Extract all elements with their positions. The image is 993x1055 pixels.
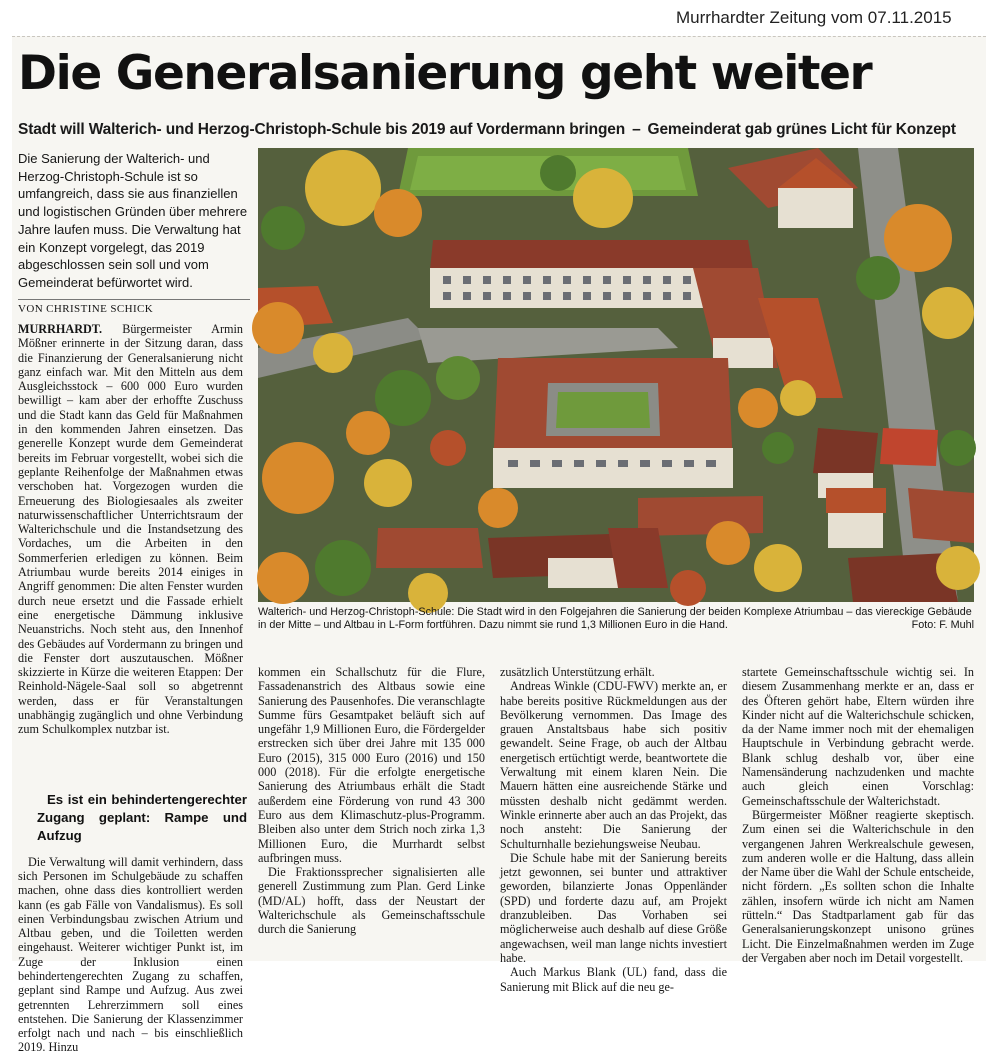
headline: Die Generalsanierung geht weiter	[18, 46, 872, 101]
aerial-photo-illustration	[258, 148, 974, 602]
article-paragraph: MURRHARDT. Bürgermeister Armin Mößner erinnerte in der Sitzung daran, dass die Finanzierung der Generalsanierung nicht ganz einfach war. Mit den Mitteln aus dem Ausgleichsstock – 600 000 Euro wurden bewilligt – kam aber der erhoffte Zuschuss und die Stadt kann das Geld für Maßnahmen in den kommenden Jahren einsetzen. Das generelle Konzept wurde dem Gemeinderat bereits im Februar vorgestellt, wobei sich die geplante Reihenfolge der Maßnahmen etwas verschoben hat. Vorgezogen wurden die Erneuerung des Biologiesaales als zweiter naturwissenschaftlicher Unterrichtsraum der Walterichschule und die Instandsetzung des Vordaches, um die Arbeiten in den Sommerferien erledigen zu können. Beim Atriumbau wurde bereits 2014 einiges in Angriff genommen: Die alten Fenster wurden durch neue ersetzt und die Fassade erhielt eine energetische Dämmung inklusive Neuanstrichs. Noch steht aus, den Innenhof des Gebäudes auf Vordermann zu bringen und die Fenster dort auszutauschen. Mößner skizzierte in Kürze die weiteren Etappen: Der Reinhold-Nägele-Saal soll so abgetrennt werden, dass er für Veranstaltungen unabhängig zugänglich und ohne Verbindung zum Schulkomplex nutzbar ist.	[18, 322, 243, 737]
article-column-4	[742, 665, 974, 965]
caption-text: Walterich- und Herzog-Christoph-Schule: Die Stadt wird in den Folgejahren die Sanierung der beiden Komplexe Atriumbau – das viereckige Gebäude in der Mitte – und Altbau in L-Form fortführen. Dazu nimmt sie rund 1,3 Millionen Euro in die Hand.	[258, 606, 972, 631]
aerial-photo	[258, 148, 974, 602]
dateline: MURRHARDT.	[18, 322, 103, 336]
article-paragraph: Die Fraktionssprecher signalisierten alle generell Zustimmung zum Plan. Gerd Linke (MD/AL) hofft, dass der Neustart der Walterichschule als Gemeinschaftsschule durch die Sanierung	[258, 865, 485, 937]
source-note: Murrhardter Zeitung vom 07.11.2015	[676, 8, 952, 27]
subheadline-part-1: Stadt will Walterich- und Herzog-Christoph-Schule bis 2019 auf Vordermann bringen	[18, 121, 626, 138]
photo-credit: Foto: F. Muhl	[911, 619, 974, 631]
article-paragraph: Auch Markus Blank (UL) fand, dass die Sanierung mit Blick auf die neu ge-	[500, 965, 727, 994]
article-paragraph: Bürgermeister Mößner reagierte skeptisch. Zum einen sei die Walterichschule in den vergangenen Jahren Werkrealschule gewesen, zum anderen wolle er die Haltung, dass allein der Name über die Wahl der Schule entscheide, nicht fördern. „Es sollten schon die Inhalte zählen, insofern würde ich nicht am Namen rütteln.“ Das Stadtparlament gab für das Generalsanierungskonzept unisono grünes Licht. Die Einzelmaßnahmen werden im Zuge der Vergaben aber noch im Detail vorgestellt.	[742, 807, 974, 965]
article-column-1	[18, 322, 247, 1055]
article-paragraph: Die Schule habe mit der Sanierung bereits jetzt gewonnen, sei bunter und attraktiver geworden, bilanzierte Jonas Oppenländer (SPD) und forderte dazu auf, am Projekt dranzubleiben. Das Vorhaben sei möglicherweise auch deshalb auf diese Größe angewachsen, weil man lange nichts investiert habe.	[500, 850, 727, 965]
pullquote: Es ist ein behindertengerechter Zugang geplant: Rampe und Aufzug	[37, 791, 247, 843]
photo-caption	[258, 606, 974, 632]
subheadline	[18, 121, 956, 139]
byline: VON CHRISTINE SCHICK	[18, 299, 250, 315]
subheadline-part-2: Gemeinderat gab grünes Licht für Konzept	[647, 121, 956, 138]
subheadline-separator: –	[632, 121, 641, 138]
article-column-3	[500, 665, 727, 994]
article-paragraph: startete Gemeinschaftsschule wichtig sei. In diesem Zusammenhang merkte er an, dass er des Öfteren gehört habe, Eltern würden ihre Kinder nicht auf die Walterichschule schicken, da der Name immer noch mit der ehemaligen Hauptschule in Verbindung gebracht werde. Blank schlug deshalb vor, über eine Namensänderung nachzudenken und machte auch gleich einen Vorschlag: Gemeinschaftsschule der Walterichstadt.	[742, 665, 974, 808]
article-paragraph: kommen ein Schallschutz für die Flure, Fassadenanstrich des Altbaus sowie eine Sanierung des Pausenhofes. Die veranschlagte Summe fürs Gesamtpaket beläuft sich auf ungefähr 1,9 Millionen Euro, die Fördergelder erstrecken sich über drei Jahre mit 135 000 Euro (2015), 315 000 Euro (2016) und 150 000 (2018). Für die erfolgte energetische Sanierung des Atriumbaus erhält die Stadt außerdem eine Förderung von rund 43 300 Euro aus dem Klimaschutz-plus-Programm. Bleiben also unter dem Strich noch zirka 1,3 Millionen Euro, die Murrhardt selbst aufbringen muss.	[258, 665, 485, 865]
article-paragraph: Es ist ein behindertengerechter Zugang geplant: Rampe und Aufzug Die Verwaltung will damit verhindern, dass sich Personen im Schulgebäude zu schaffen machen, ohne dass dies kontrolliert werden kann (es gab Fälle von Vandalismus). Es soll einen Verbindungsbau zwischen Atrium und Altbau geben, und die Toiletten werden eingehaust. Weiterer wichtiger Punkt ist, im Zuge der Inklusion einen behindertengerechten Zugang zu schaffen, geplant sind Rampe und Aufzug. Aus zwei getrennten Lehrerzimmern soll eines entstehen. Die Sanierung der Klassenzimmer erfolgt nach und nach – bis einschließlich 2019. Hinzu	[18, 791, 247, 1055]
article-paragraph: Andreas Winkle (CDU-FWV) merkte an, er habe bereits positive Rückmeldungen aus der Bevölkerung vernommen. Das Image des grauen Anstaltsbaus habe sich positiv gewandelt. Seine Frage, ob auch der Altbau energetisch ertüchtigt werde, beantwortete die Verwaltung mit einem klaren Nein. Die Mauern hätten eine ausreichende Stärke und müssten deshalb nicht gedämmt werden. Winkle erinnerte aber auch an das Projekt, das noch ansteht: Die Sanierung der Schulturnhalle beziehungsweise Neubau.	[500, 679, 727, 851]
article-paragraph: zusätzlich Unterstützung erhält.	[500, 665, 655, 679]
teaser: Die Sanierung der Walterich- und Herzog-Christoph-Schule ist so umfangreich, dass sie aus finanziellen und logistischen Gründen über mehrere Jahre laufen muss. Die Verwaltung hat ein Konzept vorgelegt, das 2019 abgeschlossen sein soll und vom Gemeinderat befürwortet wird.	[18, 151, 248, 290]
article-column-2	[258, 665, 485, 955]
